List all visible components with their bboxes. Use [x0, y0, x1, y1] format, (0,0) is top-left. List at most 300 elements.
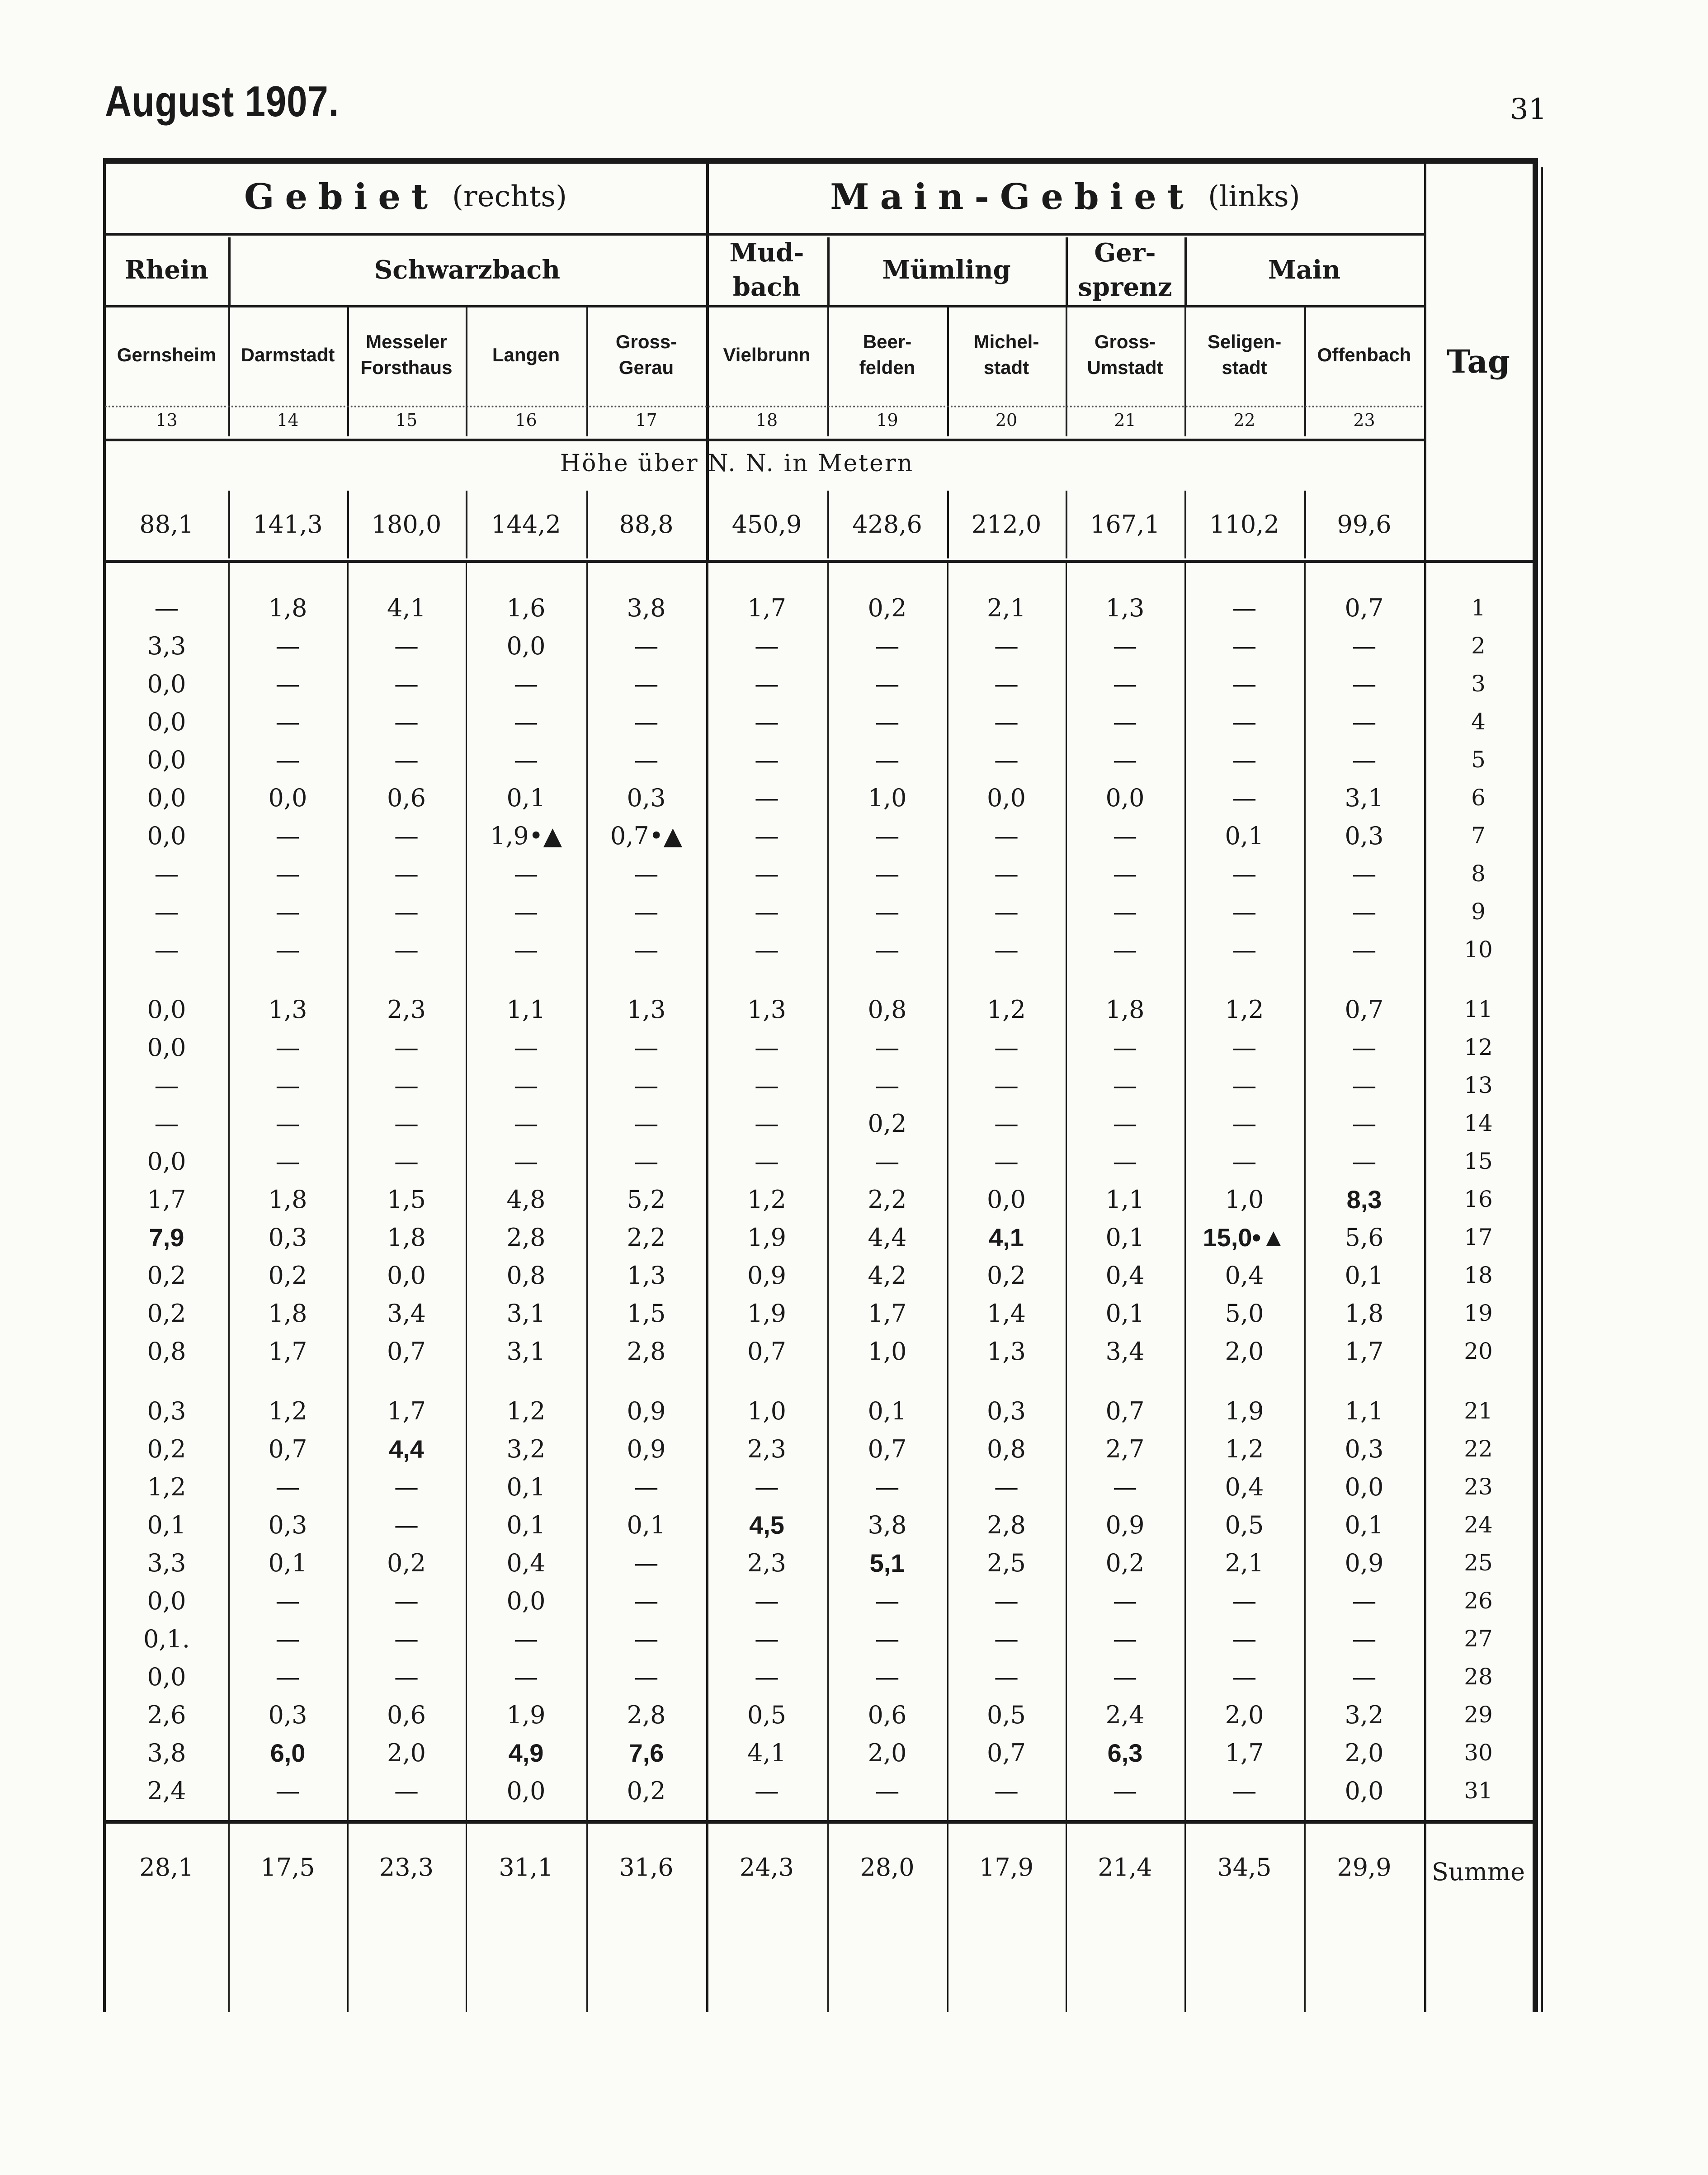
- rain-value: —: [394, 1624, 419, 1653]
- rain-value: 5,6: [1345, 1223, 1384, 1252]
- rain-value: 0,1: [1225, 821, 1264, 850]
- rain-value: 0,2: [387, 1548, 426, 1577]
- rain-value: 0,0: [1105, 783, 1145, 812]
- rain-value: 3,4: [387, 1299, 426, 1328]
- station-name: Gross- Umstadt: [1087, 331, 1163, 378]
- region-rule: [105, 233, 1424, 236]
- station-altitude: 141,3: [253, 510, 323, 539]
- rain-value: 2,0: [1345, 1738, 1384, 1767]
- rain-value: 1,5: [387, 1185, 426, 1214]
- region-qualifier: (rechts): [452, 180, 567, 213]
- rain-value: —: [634, 1472, 659, 1501]
- rain-value: —: [1113, 1662, 1137, 1691]
- station-number: 22: [1233, 410, 1255, 430]
- rain-value: —: [1113, 1586, 1137, 1615]
- river-header: Rhein: [125, 255, 208, 285]
- day-number: 20: [1464, 1338, 1493, 1365]
- column-sum: 29,9: [1337, 1853, 1392, 1882]
- rain-value: —: [875, 745, 900, 774]
- rain-value: 0,0: [1345, 1776, 1384, 1805]
- rain-value: 6,0: [270, 1739, 306, 1768]
- day-number: 21: [1464, 1398, 1493, 1424]
- rain-value: 1,2: [987, 995, 1026, 1024]
- column-sum: 23,3: [379, 1853, 434, 1882]
- rain-value: —: [394, 1586, 419, 1615]
- rain-value: 0,1: [268, 1548, 307, 1577]
- station-divider: [228, 307, 230, 436]
- rain-value: —: [154, 935, 179, 964]
- station-divider: [466, 307, 467, 436]
- rain-value: 0,7: [1105, 1396, 1145, 1425]
- rain-value: —: [394, 1033, 419, 1062]
- station-name: Gross- Gerau: [615, 331, 677, 378]
- rain-value: —: [514, 897, 538, 926]
- rain-value: 7,9: [149, 1223, 184, 1252]
- rain-value: —: [755, 631, 779, 660]
- rain-value: —: [634, 935, 659, 964]
- column-divider: [827, 563, 829, 2012]
- rain-value: 0,2: [147, 1299, 186, 1328]
- rain-value: 4,4: [389, 1435, 424, 1464]
- rain-value: 1,0: [747, 1396, 786, 1425]
- rain-value: 1,8: [387, 1223, 426, 1252]
- rain-value: —: [275, 1662, 300, 1691]
- rain-value: 0,1: [1105, 1223, 1145, 1252]
- rain-value: 0,1: [1105, 1299, 1145, 1328]
- column-divider: [586, 563, 588, 2012]
- rain-value: —: [875, 1776, 900, 1805]
- rain-value: 0,0: [987, 1185, 1026, 1214]
- rain-value: —: [394, 821, 419, 850]
- day-number: 30: [1464, 1740, 1493, 1766]
- rain-value: 0,3: [147, 1396, 186, 1425]
- rain-value: 2,4: [147, 1776, 186, 1805]
- river-divider: [706, 237, 708, 307]
- altitude-label: Höhe über N. N. in Metern: [560, 450, 914, 477]
- rain-value: —: [1232, 935, 1257, 964]
- rain-value: —: [1232, 1147, 1257, 1176]
- rain-value: 4,4: [868, 1223, 907, 1252]
- rain-value: 0,2: [868, 593, 907, 622]
- rain-value: 1,7: [147, 1185, 186, 1214]
- river-divider: [228, 237, 231, 307]
- rain-value: —: [634, 1662, 659, 1691]
- altitude-divider: [1304, 491, 1306, 558]
- rain-value: —: [1352, 1624, 1377, 1653]
- day-number: 9: [1471, 898, 1486, 925]
- station-number: 15: [395, 410, 418, 430]
- station-name: Darmstadt: [241, 344, 335, 365]
- rain-value: —: [634, 1548, 659, 1577]
- day-number: 27: [1464, 1626, 1493, 1652]
- day-number: 4: [1471, 709, 1486, 735]
- rain-value: 4,5: [749, 1511, 784, 1540]
- rain-value: 0,0: [147, 783, 186, 812]
- rain-value: —: [875, 859, 900, 888]
- rain-value: 1,7: [1345, 1337, 1384, 1366]
- altitude-divider: [466, 491, 467, 558]
- rain-value: 0,0: [506, 1586, 546, 1615]
- rain-value: —: [875, 1586, 900, 1615]
- altitude-divider: [586, 491, 588, 558]
- day-number: 19: [1464, 1300, 1493, 1327]
- station-divider: [706, 307, 708, 436]
- station-number: 13: [156, 410, 178, 430]
- rain-value: —: [994, 1586, 1019, 1615]
- station-divider: [1304, 307, 1306, 436]
- column-sum: 28,1: [139, 1853, 194, 1882]
- rain-value: —: [275, 1472, 300, 1501]
- river-divider: [827, 237, 830, 307]
- river-divider: [1066, 237, 1068, 307]
- rain-value: —: [154, 897, 179, 926]
- rain-value: 0,0: [506, 631, 546, 660]
- station-dotted-rule: [105, 406, 1424, 407]
- rain-value: —: [275, 669, 300, 698]
- rain-value: 0,1: [1345, 1261, 1384, 1290]
- day-number: 26: [1464, 1588, 1493, 1614]
- rain-value: —: [275, 1071, 300, 1100]
- rain-value: —: [875, 707, 900, 736]
- day-number: 18: [1464, 1262, 1493, 1289]
- rain-value: —: [394, 1776, 419, 1805]
- station-name: Messeler Forsthaus: [360, 331, 453, 378]
- rain-value: 0,2: [147, 1434, 186, 1463]
- rain-value: —: [994, 1624, 1019, 1653]
- rain-value: —: [634, 1109, 659, 1138]
- station-number: 21: [1114, 410, 1136, 430]
- station-number: 20: [995, 410, 1018, 430]
- rain-value: —: [755, 1472, 779, 1501]
- rain-value: —: [634, 1147, 659, 1176]
- day-number: 5: [1471, 747, 1486, 773]
- rain-value: 1,3: [627, 995, 666, 1024]
- rain-value: 1,8: [1105, 995, 1145, 1024]
- rain-value: —: [394, 631, 419, 660]
- day-number: 1: [1471, 595, 1486, 621]
- station-name: Seligen- stadt: [1207, 331, 1282, 378]
- rain-value: —: [1232, 669, 1257, 698]
- rain-value: —: [1352, 1662, 1377, 1691]
- rain-value: —: [634, 1071, 659, 1100]
- rain-value: 2,8: [627, 1700, 666, 1729]
- rain-value: —: [1113, 707, 1137, 736]
- rain-value: —: [634, 745, 659, 774]
- rain-value: —: [514, 1624, 538, 1653]
- station-altitude: 180,0: [371, 510, 442, 539]
- day-number: 29: [1464, 1702, 1493, 1728]
- station-divider: [586, 307, 588, 436]
- rain-value: 0,0: [147, 995, 186, 1024]
- rain-value: 1,9: [747, 1223, 786, 1252]
- rain-value: —: [275, 1586, 300, 1615]
- rain-value: 0,1: [1345, 1510, 1384, 1539]
- day-number: 28: [1464, 1664, 1493, 1690]
- rain-value: 0,1: [506, 1472, 546, 1501]
- rain-value: 1,4: [987, 1299, 1026, 1328]
- rain-value: 4,1: [989, 1223, 1024, 1252]
- day-number: 17: [1464, 1224, 1493, 1251]
- day-number: 2: [1471, 633, 1486, 659]
- rain-value: —: [755, 897, 779, 926]
- rain-value: 0,0: [147, 669, 186, 698]
- day-number: 31: [1464, 1778, 1493, 1804]
- rain-value: —: [275, 897, 300, 926]
- rain-value: 4,8: [506, 1185, 546, 1214]
- rain-value: —: [1113, 1776, 1137, 1805]
- station-divider: [1066, 307, 1067, 436]
- rain-value: —: [994, 897, 1019, 926]
- rain-value: 0,5: [1225, 1510, 1264, 1539]
- rain-value: 0,1: [506, 783, 546, 812]
- rain-value: —: [1232, 1586, 1257, 1615]
- rain-value: —: [514, 1109, 538, 1138]
- rain-value: 0,8: [868, 995, 907, 1024]
- rain-value: —: [275, 859, 300, 888]
- rain-value: —: [755, 707, 779, 736]
- station-divider: [1184, 307, 1186, 436]
- rain-value: —: [1232, 859, 1257, 888]
- column-sum: 17,5: [260, 1853, 315, 1882]
- rain-value: 0,3: [1345, 1434, 1384, 1463]
- rain-value: —: [394, 1071, 419, 1100]
- rain-value: —: [634, 897, 659, 926]
- rain-value: 0,0: [147, 1147, 186, 1176]
- rain-value: —: [994, 821, 1019, 850]
- rain-value: —: [875, 935, 900, 964]
- rain-value: —: [634, 859, 659, 888]
- rain-value: 2,6: [147, 1700, 186, 1729]
- rain-value: —: [514, 1033, 538, 1062]
- rain-value: 3,4: [1105, 1337, 1145, 1366]
- rain-value: 1,9•▲: [490, 821, 562, 850]
- rain-value: 1,7: [1225, 1738, 1264, 1767]
- rain-value: 1,2: [1225, 995, 1264, 1024]
- rain-value: 0,0: [506, 1776, 546, 1805]
- rain-value: 0,4: [1105, 1261, 1145, 1290]
- rain-value: —: [634, 669, 659, 698]
- rain-value: 0,0: [147, 821, 186, 850]
- station-number: 14: [277, 410, 299, 430]
- day-number: 11: [1464, 996, 1493, 1023]
- rain-value: —: [394, 897, 419, 926]
- rain-value: —: [514, 859, 538, 888]
- rain-value: —: [755, 859, 779, 888]
- rain-value: 0,7: [1345, 995, 1384, 1024]
- rain-value: 0,6: [387, 1700, 426, 1729]
- altitude-divider: [228, 491, 230, 558]
- rain-value: —: [875, 1624, 900, 1653]
- station-number: 18: [755, 410, 778, 430]
- rain-value: —: [1352, 897, 1377, 926]
- day-number: 24: [1464, 1512, 1493, 1538]
- rain-value: 0,0: [387, 1261, 426, 1290]
- rain-value: —: [875, 1147, 900, 1176]
- river-header: Mümling: [882, 255, 1011, 285]
- rain-value: —: [275, 1624, 300, 1653]
- rain-value: —: [634, 707, 659, 736]
- day-number: 22: [1464, 1436, 1493, 1462]
- rain-value: —: [994, 1662, 1019, 1691]
- station-rule: [105, 439, 1424, 441]
- rain-value: 2,2: [627, 1223, 666, 1252]
- rain-value: 0,4: [506, 1548, 546, 1577]
- rain-value: —: [755, 1624, 779, 1653]
- rain-value: —: [1232, 631, 1257, 660]
- rain-value: —: [875, 669, 900, 698]
- rain-value: —: [394, 1510, 419, 1539]
- rain-value: 1,2: [747, 1185, 786, 1214]
- region-qualifier: (links): [1208, 180, 1300, 213]
- rain-value: 0,2: [147, 1261, 186, 1290]
- rain-value: 1,1: [1105, 1185, 1145, 1214]
- station-number: 19: [876, 410, 898, 430]
- rain-value: 0,0: [147, 1662, 186, 1691]
- rain-value: 2,5: [987, 1548, 1026, 1577]
- rain-value: 0,8: [147, 1337, 186, 1366]
- page-title: August 1907.: [105, 77, 340, 126]
- rain-value: 2,1: [987, 593, 1026, 622]
- rain-value: 3,3: [147, 631, 186, 660]
- river-divider: [1184, 237, 1187, 307]
- rain-value: 1,1: [506, 995, 546, 1024]
- station-name: Offenbach: [1317, 344, 1411, 365]
- river-rule: [105, 305, 1424, 307]
- rain-value: —: [875, 1662, 900, 1691]
- rain-value: —: [1352, 707, 1377, 736]
- rain-value: 3,3: [147, 1548, 186, 1577]
- rain-value: —: [1232, 1033, 1257, 1062]
- rain-value: —: [1232, 1624, 1257, 1653]
- station-altitude: 167,1: [1090, 510, 1160, 539]
- rain-value: —: [514, 1147, 538, 1176]
- rain-value: 0,7: [987, 1738, 1026, 1767]
- rain-value: 0,0: [987, 783, 1026, 812]
- rain-value: —: [755, 1109, 779, 1138]
- rain-value: 2,8: [627, 1337, 666, 1366]
- rain-value: —: [875, 1071, 900, 1100]
- rain-value: 5,0: [1225, 1299, 1264, 1328]
- rain-value: —: [1232, 707, 1257, 736]
- rain-value: —: [755, 1033, 779, 1062]
- column-sum: 34,5: [1217, 1853, 1272, 1882]
- rain-value: —: [1352, 1109, 1377, 1138]
- rain-value: —: [634, 1033, 659, 1062]
- rain-value: —: [994, 707, 1019, 736]
- rain-value: 3,8: [627, 593, 666, 622]
- altitude-divider: [347, 491, 349, 558]
- station-divider: [347, 307, 349, 436]
- rain-value: 1,8: [1345, 1299, 1384, 1328]
- rain-value: —: [1352, 1071, 1377, 1100]
- rain-value: 4,1: [747, 1738, 786, 1767]
- rain-value: —: [1232, 1109, 1257, 1138]
- rain-value: —: [875, 631, 900, 660]
- day-number: 16: [1464, 1186, 1493, 1213]
- day-number: 12: [1464, 1034, 1493, 1061]
- rain-value: —: [634, 1624, 659, 1653]
- rain-value: —: [875, 1033, 900, 1062]
- rain-value: 0,1: [147, 1510, 186, 1539]
- rain-value: —: [994, 1776, 1019, 1805]
- day-number: 8: [1471, 861, 1486, 887]
- river-header: Main: [1268, 255, 1341, 285]
- station-name: Beer- felden: [859, 331, 915, 378]
- rain-value: —: [755, 821, 779, 850]
- rain-value: 1,0: [868, 783, 907, 812]
- rain-value: —: [275, 1033, 300, 1062]
- rain-value: —: [394, 1147, 419, 1176]
- column-divider: [1304, 563, 1306, 2012]
- rain-value: —: [994, 1033, 1019, 1062]
- rain-value: —: [1113, 1071, 1137, 1100]
- rain-value: 5,2: [627, 1185, 666, 1214]
- rain-value: —: [394, 745, 419, 774]
- rain-value: 1,7: [387, 1396, 426, 1425]
- sum-rule: [105, 1820, 1533, 1824]
- rain-value: 3,8: [868, 1510, 907, 1539]
- rain-value: 1,2: [1225, 1434, 1264, 1463]
- day-number: 14: [1464, 1110, 1493, 1137]
- rain-value: 0,3: [268, 1510, 307, 1539]
- rain-value: —: [1352, 1147, 1377, 1176]
- rain-value: —: [755, 783, 779, 812]
- station-number: 17: [635, 410, 657, 430]
- column-sum: 21,4: [1098, 1853, 1152, 1882]
- rain-value: 0,0: [147, 1033, 186, 1062]
- altitude-divider: [1066, 491, 1067, 558]
- rain-value: 0,6: [868, 1700, 907, 1729]
- rain-value: 2,0: [1225, 1337, 1264, 1366]
- rain-value: 6,3: [1107, 1739, 1143, 1768]
- rain-value: —: [994, 935, 1019, 964]
- rain-value: —: [755, 935, 779, 964]
- rain-value: 0,5: [987, 1700, 1026, 1729]
- rain-value: —: [994, 1071, 1019, 1100]
- tag-header: Tag: [1447, 342, 1510, 380]
- station-divider: [827, 307, 829, 436]
- rain-value: 2,8: [987, 1510, 1026, 1539]
- rain-value: —: [514, 1662, 538, 1691]
- rain-value: 1,5: [627, 1299, 666, 1328]
- rain-value: —: [755, 1147, 779, 1176]
- rain-value: —: [154, 859, 179, 888]
- rain-value: —: [1352, 1033, 1377, 1062]
- rain-value: —: [514, 935, 538, 964]
- rain-value: —: [154, 1071, 179, 1100]
- rain-value: —: [1232, 745, 1257, 774]
- day-number: 25: [1464, 1550, 1493, 1576]
- rain-value: 0,1: [868, 1396, 907, 1425]
- station-altitude: 144,2: [491, 510, 561, 539]
- rain-value: 1,8: [268, 593, 307, 622]
- rain-value: 0,7•▲: [610, 821, 683, 850]
- rain-value: —: [875, 1472, 900, 1501]
- rain-value: —: [154, 1109, 179, 1138]
- station-altitude: 88,1: [139, 510, 194, 539]
- rain-value: 2,3: [747, 1548, 786, 1577]
- rain-value: —: [1232, 1776, 1257, 1805]
- rain-value: —: [994, 1109, 1019, 1138]
- region-header-main: [706, 167, 1424, 226]
- altitude-rule: [105, 560, 1533, 563]
- rain-value: 0,1: [506, 1510, 546, 1539]
- rain-value: —: [1352, 631, 1377, 660]
- right-rule-thin: [1541, 167, 1543, 2012]
- column-sum: 24,3: [739, 1853, 794, 1882]
- rain-value: —: [275, 1109, 300, 1138]
- rain-value: 0,6: [387, 783, 426, 812]
